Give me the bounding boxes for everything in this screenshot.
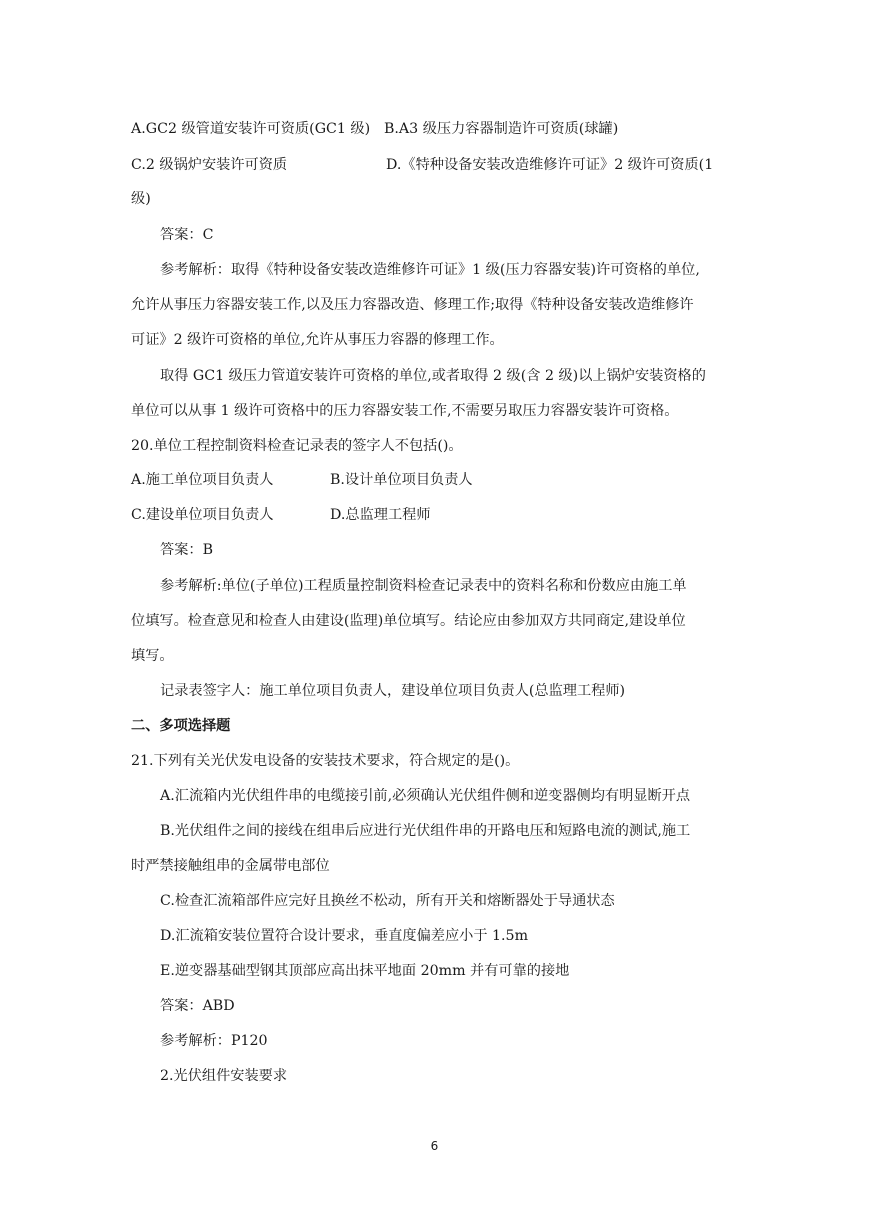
q21-option-b: B.光伏组件之间的接线在组串后应进行光伏组件串的开路电压和短路电流的测试,施工 [160,823,691,839]
q20-explanation-line: 参考解析:单位(子单位)工程质量控制资料检查记录表中的资料名称和份数应由施工单 [160,578,687,594]
q21-option-e: E.逆变器基础型钢其顶部应高出抹平地面 20mm 并有可靠的接地 [160,963,570,979]
q19-option-b: B.A3 级压力容器制造许可资质(球罐) [384,121,619,137]
q19-option-a: A.GC2 级管道安装许可资质(GC1 级) [131,121,371,137]
q19-option-d: D.《特种设备安装改造维修许可证》2 级许可资质(1 [386,157,714,173]
q21-option-d: D.汇流箱安装位置符合设计要求，垂直度偏差应小于 1.5m [160,928,529,944]
q19-explanation-line: 单位可以从事 1 级许可资格中的压力容器安装工作,不需要另取压力容器安装许可资格。 [131,403,679,419]
q21-option-a: A.汇流箱内光伏组件串的电缆接引前,必须确认光伏组件侧和逆变器侧均有明显断开点 [160,788,691,804]
q20-option-c: C.建设单位项目负责人 [131,507,274,523]
q21-question: 21.下列有关光伏发电设备的安装技术要求，符合规定的是()。 [131,753,520,769]
section-heading: 二、多项选择题 [131,718,231,734]
q20-question: 20.单位工程控制资料检查记录表的签字人不包括()。 [131,438,463,454]
q19-option-d-cont: 级) [131,191,151,207]
q21-option-b-cont: 时严禁接触组串的金属带电部位 [131,858,330,874]
q20-explanation-line: 记录表签字人：施工单位项目负责人，建设单位项目负责人(总监理工程师) [160,683,626,699]
q20-option-b: B.设计单位项目负责人 [330,472,473,488]
q20-option-a: A.施工单位项目负责人 [131,472,274,488]
q19-explanation-line: 允许从事压力容器安装工作,以及压力容器改造、修理工作;取得《特种设备安装改造维修许 [131,297,694,313]
q20-explanation-line: 位填写。检查意见和检查人由建设(监理)单位填写。结论应由参加双方共同商定,建设单位 [131,613,686,629]
q21-option-c: C.检查汇流箱部件应完好且换丝不松动，所有开关和熔断器处于导通状态 [160,893,615,909]
q20-explanation-line: 填写。 [131,648,174,664]
q19-explanation-line: 可证》2 级许可资格的单位,允许从事压力容器的修理工作。 [131,332,504,348]
q21-explanation-line: 2.光伏组件安装要求 [160,1068,288,1084]
q20-option-d: D.总监理工程师 [330,507,431,523]
q19-answer: 答案：C [160,227,214,243]
q19-explanation-line: 取得 GC1 级压力管道安装许可资格的单位,或者取得 2 级(含 2 级)以上锅炉安装资格的 [160,368,706,384]
q19-option-c: C.2 级锅炉安装许可资质 [131,157,288,173]
q19-explanation-line: 参考解析：取得《特种设备安装改造维修许可证》1 级(压力容器安装)许可资格的单位, [160,262,700,278]
q21-answer: 答案：ABD [160,998,235,1014]
q20-answer: 答案：B [160,542,213,558]
q21-explanation-line: 参考解析：P120 [160,1033,268,1049]
page-number: 6 [430,1139,439,1153]
